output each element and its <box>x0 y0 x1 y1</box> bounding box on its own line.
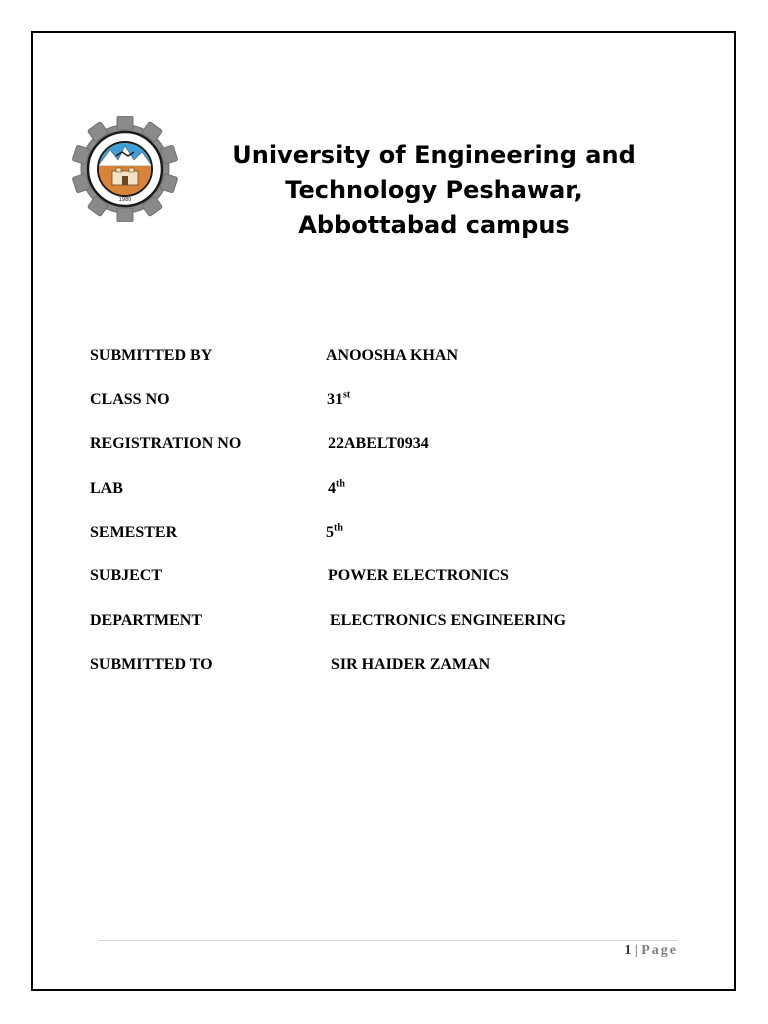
logo-year: 1980 <box>118 197 132 203</box>
field-row-department <box>90 612 650 636</box>
title-line-3: Abbottabad campus <box>298 211 570 239</box>
field-value <box>330 612 566 630</box>
field-label: DEPARTMENT <box>90 612 203 629</box>
field-row-lab <box>90 480 650 504</box>
value-text: 4 <box>328 480 336 497</box>
value-text: 22ABELT0934 <box>328 435 429 452</box>
page-number: 1 <box>624 943 632 958</box>
field-row-submitted-by <box>90 347 650 371</box>
field-label: SUBMITTED BY <box>90 347 213 364</box>
field-label: SEMESTER <box>90 524 178 541</box>
field-value <box>327 391 350 409</box>
field-label: CLASS NO <box>90 391 170 408</box>
value-text: ANOOSHA KHAN <box>326 347 459 364</box>
field-label: REGISTRATION NO <box>90 435 242 452</box>
value-suffix: th <box>334 522 343 534</box>
field-label: SUBJECT <box>90 567 163 584</box>
value-text: 5 <box>326 524 334 541</box>
footer-rule <box>98 940 678 941</box>
field-value <box>326 347 458 365</box>
field-value <box>328 567 509 585</box>
field-value <box>331 656 490 674</box>
page-word: Page <box>641 943 678 958</box>
page-title <box>200 138 668 243</box>
field-row-registration-no <box>90 435 650 459</box>
field-value <box>328 480 345 498</box>
page-footer <box>624 943 678 959</box>
field-label: LAB <box>90 480 123 497</box>
university-gear-seal-icon <box>72 116 178 222</box>
title-line-1: University of Engineering and <box>232 141 636 169</box>
value-suffix: st <box>343 389 351 401</box>
field-row-subject <box>90 567 650 591</box>
value-suffix: th <box>336 478 345 490</box>
field-row-semester <box>90 524 650 548</box>
value-text: SIR HAIDER ZAMAN <box>331 656 491 673</box>
field-value <box>326 524 343 542</box>
field-row-class-no <box>90 391 650 415</box>
field-label: SUBMITTED TO <box>90 656 213 673</box>
page-separator: | <box>631 943 642 958</box>
university-logo <box>72 116 178 222</box>
value-text: ELECTRONICS ENGINEERING <box>330 612 567 629</box>
field-row-submitted-to <box>90 656 650 680</box>
field-value <box>328 435 429 453</box>
value-text: POWER ELECTRONICS <box>328 567 509 584</box>
value-text: 31 <box>327 391 343 408</box>
title-line-2: Technology Peshawar, <box>285 176 583 204</box>
